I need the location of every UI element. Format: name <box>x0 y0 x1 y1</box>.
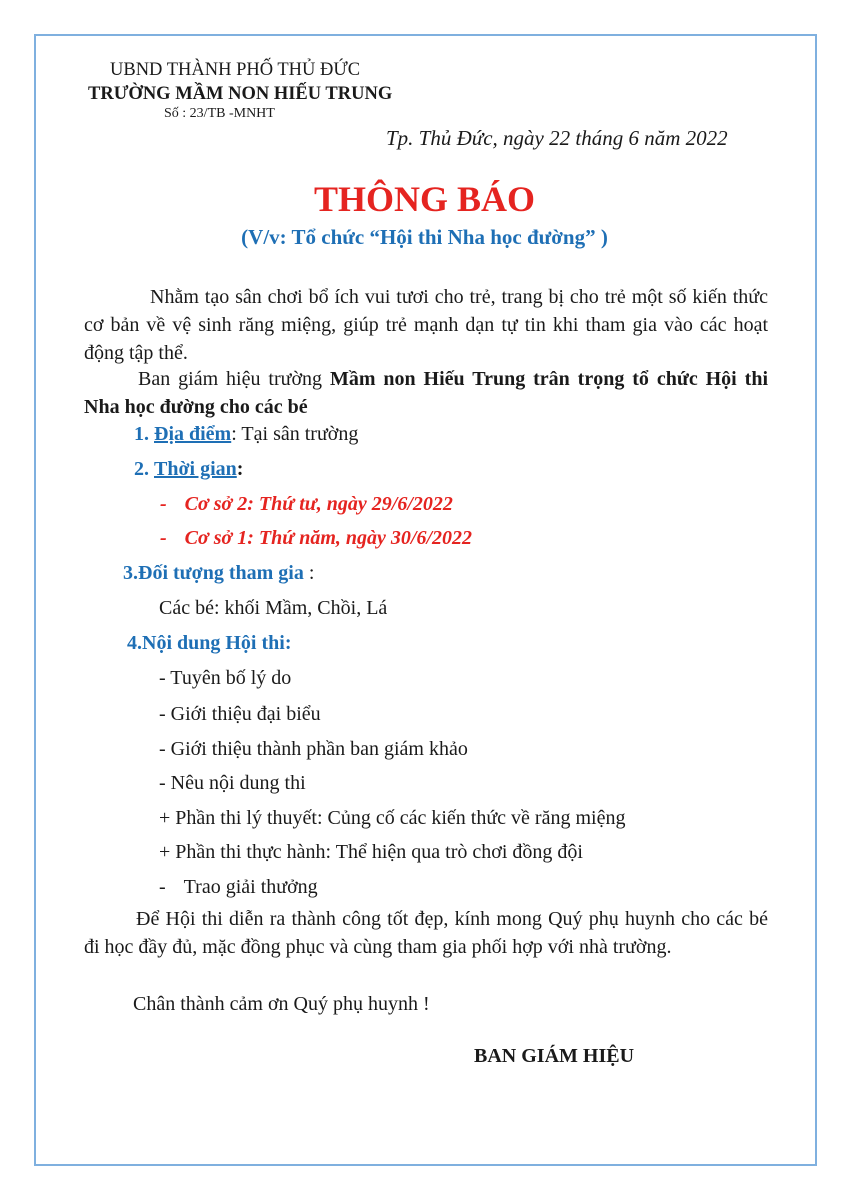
location-label: Địa điểm <box>154 423 232 445</box>
time-item-1-dash: - <box>160 493 167 515</box>
signature: BAN GIÁM HIỆU <box>474 1045 635 1067</box>
content-heading: 4.Nội dung Hội thi: <box>127 632 292 654</box>
time-item-1-text: Cơ sở 2: Thứ tư, ngày 29/6/2022 <box>184 493 453 515</box>
school-name: TRƯỜNG MẦM NON HIẾU TRUNG <box>88 84 393 104</box>
announce-bold: Mầm non Hiếu Trung trân trọng tổ chức Hội thi Nha học đường cho các bé <box>84 368 768 418</box>
notice-title: THÔNG BÁO <box>313 179 536 219</box>
intro-paragraph: Nhằm tạo sân chơi bổ ích vui tươi cho trẻ, trang bị cho trẻ một số kiến thức cơ bản về vệ sinh răng miệng, giúp trẻ mạnh dạn tự tin khi tham gia vào các hoạt động tập thể. <box>84 286 768 364</box>
participants-value: Các bé: khối Mầm, Chồi, Lá <box>159 597 388 619</box>
section-participants <box>123 562 314 585</box>
content-item <box>159 876 318 899</box>
document-number: Số : 23/TB -MNHT <box>164 106 275 121</box>
time-colon: : <box>236 458 244 480</box>
content-item: - Tuyên bố lý do <box>159 667 292 689</box>
content-item: + Phần thi thực hành: Thể hiện qua trò chơi đồng đội <box>159 841 583 863</box>
time-item-2-text: Cơ sở 1: Thứ năm, ngày 30/6/2022 <box>184 527 473 549</box>
location-number: 1. <box>134 423 149 445</box>
content-item: - Nêu nội dung thi <box>159 772 306 794</box>
time-label: Thời gian <box>154 458 237 480</box>
section-time <box>134 458 243 481</box>
location-value: : Tại sân trường <box>231 423 359 445</box>
announce-paragraph <box>84 365 768 421</box>
time-item-2 <box>160 527 472 550</box>
content-item-dash: - <box>159 876 166 898</box>
section-location <box>134 423 358 446</box>
time-number: 2. <box>134 458 149 480</box>
date-line: Tp. Thủ Đức, ngày 22 tháng 6 năm 2022 <box>386 126 728 150</box>
closing-paragraph: Để Hội thi diễn ra thành công tốt đẹp, kính mong Quý phụ huynh cho các bé đi học đầy đủ, mặc đồng phục và cùng tham gia phối hợp với nhà trường. <box>84 908 768 958</box>
content-item-text: Trao giải thưởng <box>183 876 318 898</box>
thanks-line: Chân thành cảm ơn Quý phụ huynh ! <box>133 993 430 1015</box>
content-item: - Giới thiệu đại biểu <box>159 703 321 725</box>
time-item-2-dash: - <box>160 527 167 549</box>
time-item-1 <box>160 493 453 516</box>
content-item: - Giới thiệu thành phần ban giám khảo <box>159 738 468 760</box>
participants-colon: : <box>303 562 315 584</box>
notice-subtitle: (V/v: Tổ chức “Hội thi Nha học đường” ) <box>241 225 608 249</box>
announce-prefix: Ban giám hiệu trường <box>138 368 330 390</box>
participants-label: 3.Đối tượng tham gia <box>123 562 304 584</box>
authority-name: UBND THÀNH PHỐ THỦ ĐỨC <box>110 60 361 80</box>
content-item: + Phần thi lý thuyết: Củng cố các kiến thức về răng miệng <box>159 807 626 829</box>
